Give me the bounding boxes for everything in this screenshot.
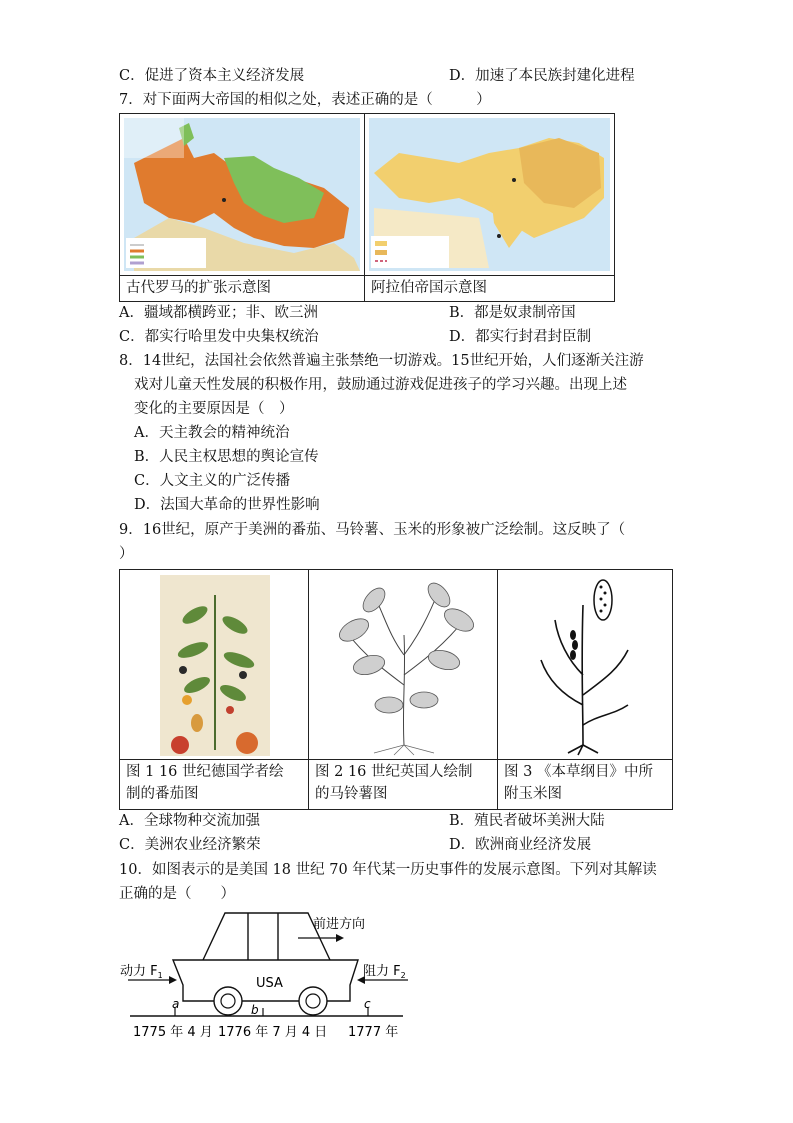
q7-option-c: C．都实行哈里发中央集权统治 xyxy=(119,329,319,345)
date-b-label: 1776 年 7 月 4 日 xyxy=(218,1025,328,1040)
q8-stem-line2: 戏对儿童天性发展的积极作用，鼓励通过游戏促进孩子的学习兴趣。出现上述 xyxy=(134,377,627,393)
date-c-label: 1777 年 xyxy=(348,1025,399,1040)
fig1-caption-line1: 图 1 16 世纪德国学者绘 xyxy=(126,764,284,780)
fig2-cell xyxy=(308,569,498,760)
fig1-caption-line2: 制的番茄图 xyxy=(126,786,199,802)
q9-option-a: A．全球物种交流加强 xyxy=(119,813,260,829)
q9-option-c: C．美洲农业经济繁荣 xyxy=(119,837,261,853)
q7-option-d: D．都实行封君封臣制 xyxy=(449,329,592,345)
q7-stem: 7．对下面两大帝国的相似之处，表述正确的是（ ） xyxy=(119,92,491,108)
q10-stem-line1: 10．如图表示的是美国 18 世纪 70 年代某一历史事件的发展示意图。下列对其解读 xyxy=(119,862,657,878)
date-a-label: 1775 年 4 月 xyxy=(133,1025,213,1040)
q6-option-d: D．加速了本民族封建化进程 xyxy=(449,68,635,84)
q8-option-c: C．人文主义的广泛传播 xyxy=(134,473,291,489)
arab-empire-map xyxy=(369,118,610,271)
arab-map-cell xyxy=(364,113,615,276)
q9-option-d: D．欧洲商业经济发展 xyxy=(449,837,592,853)
q7-option-b: B．都是奴隶制帝国 xyxy=(449,305,576,321)
drive-force-label: 动力 $F_1$ xyxy=(120,964,163,980)
q9-stem-line1: 9．16世纪，原产于美洲的番茄、马铃薯、玉米的形象被广泛绘制。这反映了（ xyxy=(119,522,626,538)
resist-force-label: 阻力 $F_2$ xyxy=(363,964,406,980)
roman-map-caption: 古代罗马的扩张示意图 xyxy=(126,280,271,296)
usa-car-diagram xyxy=(118,905,418,1045)
q10-stem-line2: 正确的是（ ） xyxy=(119,886,235,902)
fig3-caption-line1: 图 3 《本草纲目》中所 xyxy=(504,764,653,780)
q9-stem-line2: ） xyxy=(119,546,134,562)
q9-option-b: B．殖民者破坏美洲大陆 xyxy=(449,813,605,829)
fig3-cell xyxy=(497,569,673,760)
point-b-label: b xyxy=(251,1003,259,1017)
car-usa-label: USA xyxy=(256,976,283,991)
q7-option-a: A．疆域都横跨亚；非、欧三洲 xyxy=(119,305,318,321)
fig2-caption-line1: 图 2 16 世纪英国人绘制 xyxy=(315,764,473,780)
q6-option-c: C．促进了资本主义经济发展 xyxy=(119,68,305,84)
q8-stem-line1: 8．14世纪，法国社会依然普遍主张禁绝一切游戏。15世纪开始，人们逐渐关注游 xyxy=(119,353,644,369)
corn-drawing xyxy=(503,575,669,756)
fig3-caption-line2: 附玉米图 xyxy=(504,786,562,802)
point-c-label: c xyxy=(364,997,371,1011)
fig2-caption-line2: 的马铃薯图 xyxy=(315,786,388,802)
q8-option-b: B．人民主权思想的舆论宣传 xyxy=(134,449,319,465)
q8-stem-line3: 变化的主要原因是（ ） xyxy=(134,401,294,417)
fig1-cell xyxy=(119,569,309,760)
roman-expansion-map xyxy=(124,118,360,271)
tomato-drawing xyxy=(125,575,305,756)
roman-map-cell xyxy=(119,113,365,276)
car-wheel-right xyxy=(299,987,327,1015)
arab-map-caption: 阿拉伯帝国示意图 xyxy=(371,280,487,296)
q8-option-a: A．天主教会的精神统治 xyxy=(134,425,290,441)
potato-drawing xyxy=(314,575,494,756)
forward-direction-label: 前进方向 xyxy=(313,917,366,932)
car-wheel-left xyxy=(214,987,242,1015)
point-a-label: a xyxy=(172,997,180,1011)
q8-option-d: D．法国大革命的世界性影响 xyxy=(134,497,320,513)
